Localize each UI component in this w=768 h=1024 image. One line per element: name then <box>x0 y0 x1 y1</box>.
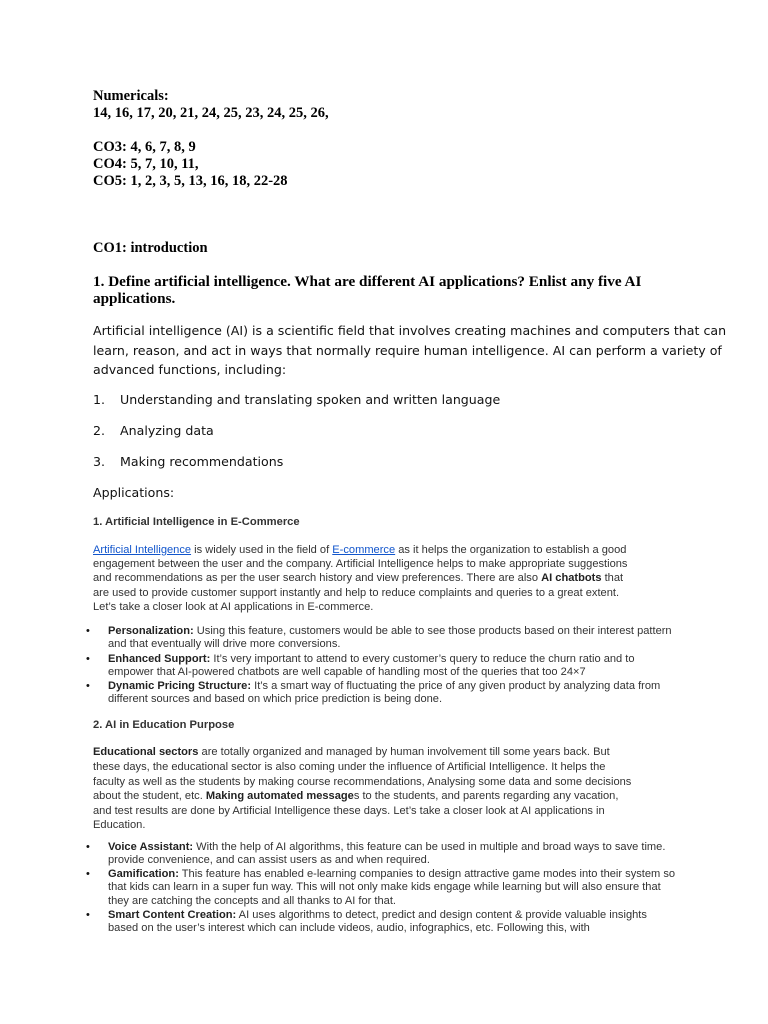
function-number: 1. <box>93 392 106 407</box>
answer-intro-line-1: Artificial intelligence (AI) is a scientific field that involves creating machines and computers that can <box>93 323 727 338</box>
bullet-icon: • <box>86 868 90 880</box>
applications-label: Applications: <box>93 485 175 500</box>
question-line-1: 1. Define artificial intelligence. What are different AI applications? Enlist any five AI <box>93 273 642 290</box>
bullet-icon: • <box>86 680 90 692</box>
function-text: Analyzing data <box>120 423 214 438</box>
ai-link[interactable]: Artificial Intelligence <box>93 544 192 556</box>
bullet-text: AI uses algorithms to detect, predict and design content & provide valuable insights based on the user’s interest which can include videos, audio, infographics, etc. Following this, with <box>108 909 647 935</box>
bullet-text: Using this feature, customers would be able to see those products based on their interest pattern and that eventually will drive more conversions. <box>108 625 672 651</box>
bullet-text: This feature has enabled e-learning companies to design attractive game modes into their system so that kids can learn in a super fun way. This will not only make kids engage while learning but will also ensure that they are catching the concepts and all thanks to AI for that. <box>108 868 676 907</box>
automated-message-bold: Making automated message <box>205 790 354 802</box>
numericals-list: 14, 16, 17, 20, 21, 24, 25, 23, 24, 25, 26, <box>93 105 329 121</box>
answer-intro-line-3: advanced functions, including: <box>93 362 287 377</box>
bullet-title: Voice Assistant: <box>108 841 194 853</box>
bullet-title: Personalization: <box>108 625 194 637</box>
ai-chatbots-bold: AI chatbots <box>541 572 602 584</box>
para-text: are totally organized and managed by human involvement till some years back. But <box>198 746 610 758</box>
para-text: about the student, etc. <box>93 790 206 802</box>
education-para-line-1 <box>93 745 610 760</box>
bullet-icon: • <box>86 625 90 637</box>
education-bullet-item <box>108 909 680 936</box>
bullet-text: With the help of AI algorithms, this feature can be used in multiple and broad ways to save time. provide convenience, and can assist users as and when required. <box>108 841 666 867</box>
question-line-2: applications. <box>93 290 176 307</box>
bullet-icon: • <box>86 653 90 665</box>
education-para-line-4 <box>93 789 618 804</box>
ecommerce-link[interactable]: E-commerce <box>332 544 396 556</box>
bullet-text: It’s a smart way of fluctuating the price of any given product by analyzing data from different sources and based on which price prediction is being done. <box>108 680 661 706</box>
education-bullet-item <box>108 841 680 868</box>
education-para-line-5: and test results are done by Artificial Intelligence these days. Let’s take a closer look at AI applications in <box>93 805 605 817</box>
educational-sectors-bold: Educational sectors <box>93 746 199 758</box>
para-text: that <box>601 572 624 584</box>
co4-line: CO4: 5, 7, 10, 11, <box>93 156 199 172</box>
bullet-text: It’s very important to attend to every customer’s query to reduce the churn ratio and to empower that AI-powered chatbots are well capable of handling most of the queries that too 24×7 <box>108 653 635 679</box>
bullet-title: Dynamic Pricing Structure: <box>108 680 252 692</box>
bullet-title: Gamification: <box>108 868 179 880</box>
education-bullet-item <box>108 868 680 908</box>
ecommerce-para-line-4: are used to provide customer support instantly and help to reduce complaints and queries to a great extent. <box>93 587 620 599</box>
ecommerce-bullet-item <box>108 625 680 652</box>
ecommerce-para-line-1 <box>93 543 626 558</box>
function-number: 3. <box>93 454 106 469</box>
ecommerce-bullet-item <box>108 680 680 707</box>
answer-intro-line-2: learn, reason, and act in ways that normally require human intelligence. AI can perform a variety of <box>93 343 722 358</box>
education-para-line-2: these days, the educational sector is also coming under the influence of Artificial Intelligence. It helps the <box>93 761 606 773</box>
ecommerce-heading: 1. Artificial Intelligence in E-Commerce <box>93 516 300 528</box>
bullet-title: Smart Content Creation: <box>108 909 237 921</box>
education-para-line-6: Education. <box>93 819 146 831</box>
co5-line: CO5: 1, 2, 3, 5, 13, 16, 18, 22-28 <box>93 173 288 189</box>
co3-line: CO3: 4, 6, 7, 8, 9 <box>93 139 196 155</box>
bullet-icon: • <box>86 909 90 921</box>
para-text: as it helps the organization to establish a good <box>395 544 627 556</box>
function-text: Making recommendations <box>120 454 284 469</box>
ecommerce-para-line-5: Let’s take a closer look at AI applications in E-commerce. <box>93 601 374 613</box>
bullet-title: Enhanced Support: <box>108 653 211 665</box>
education-para-line-3: faculty as well as the students by making course recommendations, Analysing some data and some decisions <box>93 776 632 788</box>
ecommerce-para-line-2: engagement between the user and the company. Artificial Intelligence helps to make appropriate suggestions <box>93 558 628 570</box>
function-text: Understanding and translating spoken and written language <box>120 392 501 407</box>
section-title: CO1: introduction <box>93 240 208 256</box>
para-text: is widely used in the field of <box>191 544 333 556</box>
education-heading: 2. AI in Education Purpose <box>93 719 235 731</box>
bullet-icon: • <box>86 841 90 853</box>
numericals-label: Numericals: <box>93 88 169 104</box>
para-text: and recommendations as per the user search history and view preferences. There are also <box>93 572 542 584</box>
ecommerce-para-line-3 <box>93 571 623 586</box>
para-text: s to the students, and parents regarding any vacation, <box>353 790 619 802</box>
function-number: 2. <box>93 423 106 438</box>
ecommerce-bullet-item <box>108 653 680 680</box>
